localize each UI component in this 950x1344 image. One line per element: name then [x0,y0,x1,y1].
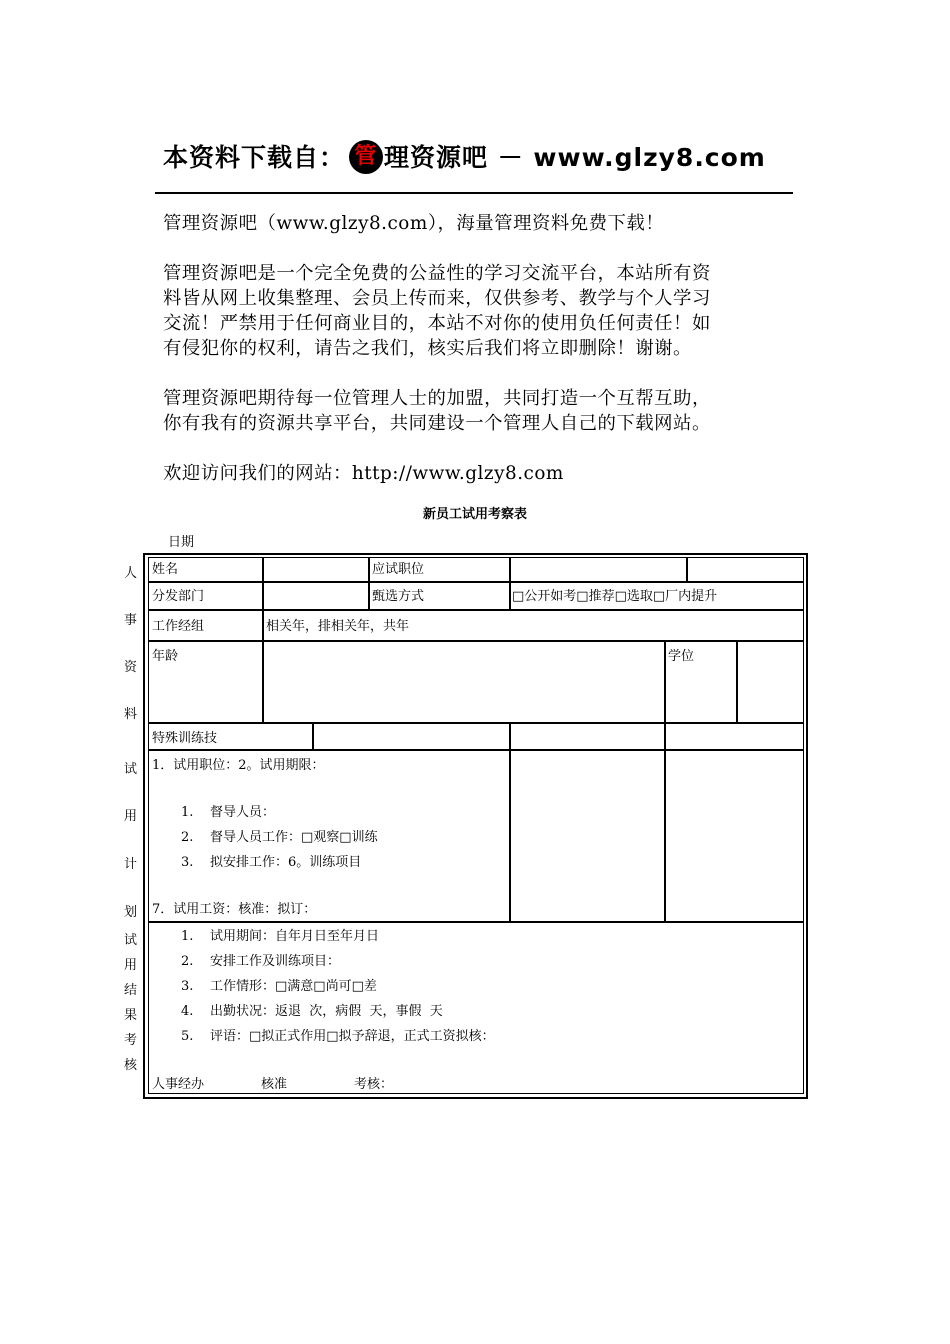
date-label: 日期 [168,535,195,550]
banner-suffix: 理资源吧 － www.glzy8.com [384,143,766,172]
side-label-char: 试 [124,933,138,948]
download-banner [163,140,766,176]
sign-hr-label: 人事经办 [152,1077,205,1092]
side-label-char: 划 [124,905,138,920]
skill-field[interactable] [313,723,510,750]
intro-para3-line: 管理资源吧期待每一位管理人士的加盟，共同打造一个互帮互助， [163,388,711,409]
result-item-number: 1. [181,929,194,944]
header-divider [155,192,793,194]
dept-field[interactable] [263,582,369,610]
banner-prefix: 本资料下载自： [163,143,346,172]
plan-field-3[interactable] [665,750,804,922]
side-label-char: 用 [124,958,138,973]
degree-label: 学位 [668,649,695,664]
skill-field-2[interactable] [510,723,665,750]
skill-label: 特殊训练技 [152,731,218,746]
result-item: 安排工作及训练项目： [210,954,341,969]
intro-para3-line: 你有我有的资源共享平台，共同建设一个管理人自己的下载网站。 [163,413,711,434]
position-label: 应试职位 [372,562,425,577]
plan-item: 督导人员工作：□观察□训练 [210,830,378,845]
experience-value: 相关年，排相关年，共年 [266,619,410,634]
side-label-char: 料 [124,707,138,722]
degree-field[interactable] [737,641,804,723]
intro-para2-line: 料皆从网上收集整理、会员上传而来，仅供参考、教学与个人学习 [163,288,711,309]
intro-line: 管理资源吧（www.glzy8.com），海量管理资料免费下载！ [163,213,665,234]
plan-field-2[interactable] [510,750,665,922]
skill-field-3[interactable] [665,723,804,750]
plan-item: 督导人员： [210,805,276,820]
side-label-char: 果 [124,1008,138,1023]
side-label-char: 资 [124,660,138,675]
position-field[interactable] [510,557,687,582]
site-logo: 管 [349,140,383,174]
result-item-number: 5. [181,1029,194,1044]
plan-line-1: 1．试用职位：2。试用期限： [152,758,325,773]
extra-field[interactable] [687,557,804,582]
intro-para2-line: 管理资源吧是一个完全免费的公益性的学习交流平台，本站所有资 [163,263,711,284]
select-options: □公开如考□推荐□选取□厂内提升 [512,589,718,604]
side-label-char: 结 [124,983,138,998]
plan-item-number: 1. [181,805,194,820]
visit-website-line: 欢迎访问我们的网站：http://www.glzy8.com [163,463,564,484]
result-item: 工作情形：□满意□尚可□差 [210,979,377,994]
plan-item-number: 2. [181,830,194,845]
result-item-number: 4. [181,1004,194,1019]
side-label-char: 事 [124,613,138,628]
name-label: 姓名 [152,562,179,577]
result-item: 试用期间：自年月日至年月日 [210,929,380,944]
experience-label: 工作经组 [152,619,205,634]
age-label: 年龄 [152,649,179,664]
result-item: 出勤状况：返退 次，病假 天，事假 天 [210,1004,443,1019]
side-label-char: 计 [124,857,138,872]
side-label-char: 考 [124,1033,138,1048]
result-item-number: 3. [181,979,194,994]
result-item-number: 2. [181,954,194,969]
dept-label: 分发部门 [152,589,205,604]
plan-line-7: 7．试用工资：核准：拟订： [152,902,317,917]
result-item: 评语：□拟正式作用□拟予辞退，正式工资拟核： [210,1029,495,1044]
side-label-char: 人 [124,566,138,581]
side-label-char: 用 [124,809,138,824]
name-field[interactable] [263,557,369,582]
side-label-char: 试 [124,762,138,777]
select-label: 甄选方式 [372,589,425,604]
plan-item-number: 3. [181,855,194,870]
intro-para2-line: 有侵犯你的权利，请告之我们，核实后我们将立即删除！谢谢。 [163,338,692,359]
sign-review-label: 考核： [354,1077,394,1092]
side-label-char: 核 [124,1058,138,1073]
plan-item: 拟安排工作：6。训练项目 [210,855,362,870]
age-field[interactable] [263,641,665,723]
sign-approve-label: 核准 [261,1077,288,1092]
intro-para2-line: 交流！严禁用于任何商业目的，本站不对你的使用负任何责任！如 [163,313,711,334]
form-title: 新员工试用考察表 [422,507,527,522]
